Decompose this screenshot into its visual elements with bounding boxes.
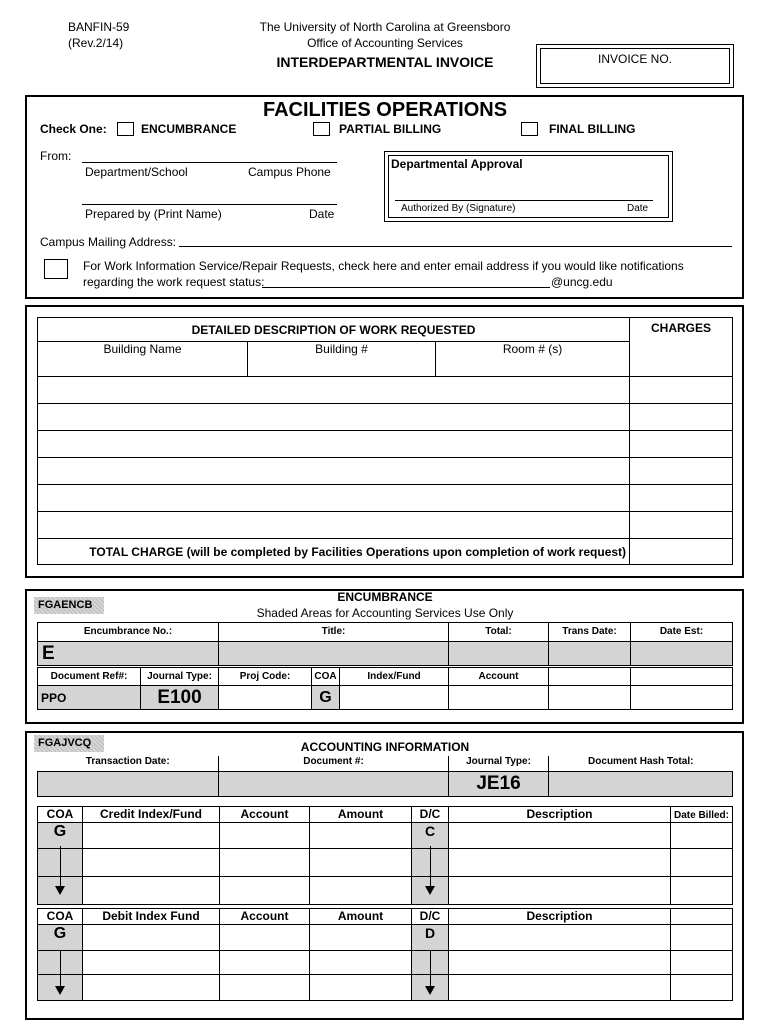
- prepared-date-label: Date: [309, 207, 335, 221]
- email-line[interactable]: [262, 287, 550, 288]
- charge-cell[interactable]: [630, 485, 733, 512]
- trans-date-header: Trans Date:: [549, 623, 631, 642]
- charge-cell[interactable]: [630, 404, 733, 431]
- debit-description-cell[interactable]: [449, 951, 671, 975]
- prepared-by-label: Prepared by (Print Name): [85, 207, 222, 221]
- fgajvcq-tag: FGAJVCQ: [34, 735, 104, 752]
- credit-account-cell[interactable]: [220, 877, 310, 905]
- work-row[interactable]: [38, 377, 630, 404]
- building-name-header: Building Name: [38, 342, 248, 377]
- credit-table: [37, 806, 733, 905]
- account-header: Account: [449, 668, 549, 686]
- department-line[interactable]: [82, 162, 337, 163]
- debit-description-header: Description: [449, 909, 671, 925]
- credit-account-cell[interactable]: [220, 823, 310, 849]
- facilities-title: FACILITIES OPERATIONS: [262, 99, 508, 121]
- charge-cell[interactable]: [630, 377, 733, 404]
- debit-coa-cell[interactable]: [38, 925, 83, 951]
- extra-cell[interactable]: [549, 686, 631, 710]
- debit-index-cell[interactable]: [83, 975, 220, 1001]
- date-est-cell[interactable]: [631, 642, 733, 666]
- credit-date-billed-cell[interactable]: [671, 877, 733, 905]
- university-name: The University of North Carolina at Greensboro: [259, 20, 511, 34]
- credit-dc-header: D/C: [412, 807, 449, 823]
- debit-dc-down-arrow-icon: [412, 950, 448, 998]
- debit-dc-header: D/C: [412, 909, 449, 925]
- debit-extra-cell[interactable]: [671, 975, 733, 1001]
- form-revision: (Rev.2/14): [68, 36, 124, 50]
- credit-description-cell[interactable]: [449, 849, 671, 877]
- credit-coa-down-arrow-icon: [38, 846, 82, 898]
- journal-type-value: E100: [157, 686, 202, 708]
- credit-index-cell[interactable]: [83, 849, 220, 877]
- credit-dc-cell[interactable]: [412, 823, 449, 849]
- partial-billing-checkbox[interactable]: [313, 122, 330, 136]
- approval-title: Departmental Approval: [391, 157, 523, 171]
- campus-phone-label: Campus Phone: [248, 165, 331, 179]
- mailing-address-label: Campus Mailing Address:: [40, 235, 177, 249]
- final-billing-checkbox[interactable]: [521, 122, 538, 136]
- credit-coa-header: COA: [38, 807, 83, 823]
- debit-coa-value: G: [53, 925, 67, 942]
- encumbrance-table-2: [37, 667, 733, 710]
- charge-cell[interactable]: [630, 431, 733, 458]
- office-name: Office of Accounting Services: [307, 36, 463, 50]
- encumbrance-title: ENCUMBRANCE: [337, 590, 433, 604]
- debit-index-cell[interactable]: [83, 951, 220, 975]
- credit-account-header: Account: [220, 807, 310, 823]
- work-row[interactable]: [38, 485, 630, 512]
- department-label: Department/School: [85, 165, 188, 179]
- credit-index-cell[interactable]: [83, 823, 220, 849]
- proj-code-header: Proj Code:: [219, 668, 312, 686]
- credit-index-cell[interactable]: [83, 877, 220, 905]
- doc-ref-header: Document Ref#:: [38, 668, 141, 686]
- document-no-header: Document #:: [219, 756, 449, 771]
- charge-cell[interactable]: [630, 512, 733, 539]
- coa-cell[interactable]: [312, 686, 340, 710]
- credit-account-cell[interactable]: [220, 849, 310, 877]
- work-row[interactable]: [38, 512, 630, 539]
- debit-index-header: Debit Index Fund: [83, 909, 220, 925]
- total-cell[interactable]: [449, 642, 549, 666]
- invoice-title: INTERDEPARTMENTAL INVOICE: [276, 54, 494, 70]
- notification-text-line2: regarding the work request status:: [83, 275, 265, 289]
- check-one-label: Check One:: [40, 122, 107, 136]
- credit-amount-header: Amount: [310, 807, 412, 823]
- credit-coa-cell[interactable]: [38, 823, 83, 849]
- debit-description-cell[interactable]: [449, 925, 671, 951]
- signature-line[interactable]: [395, 200, 653, 201]
- journal-type-cell[interactable]: [141, 686, 219, 710]
- encumbrance-checkbox[interactable]: [117, 122, 134, 136]
- work-description-header: DETAILED DESCRIPTION OF WORK REQUESTED: [191, 322, 476, 337]
- debit-table: [37, 908, 733, 1001]
- transaction-date-cell[interactable]: [38, 771, 219, 796]
- doc-ref-cell[interactable]: [38, 686, 141, 710]
- notification-text-line1: For Work Information Service/Repair Requests, check here and enter email address if you would like notifications: [83, 259, 684, 273]
- final-billing-option-label: FINAL BILLING: [549, 122, 636, 136]
- debit-coa-header: COA: [38, 909, 83, 925]
- work-row[interactable]: [38, 431, 630, 458]
- credit-description-header: Description: [449, 807, 671, 823]
- mailing-address-line[interactable]: [179, 246, 732, 247]
- credit-date-billed-cell[interactable]: [671, 849, 733, 877]
- approval-date-label: Date: [627, 203, 649, 214]
- debit-dc-cell[interactable]: [412, 925, 449, 951]
- acct-journal-type-value: JE16: [476, 772, 521, 794]
- extra-cell[interactable]: [631, 686, 733, 710]
- trans-date-cell[interactable]: [549, 642, 631, 666]
- invoice-no-label: INVOICE NO.: [597, 52, 672, 66]
- credit-description-cell[interactable]: [449, 877, 671, 905]
- departmental-approval-box: [384, 151, 673, 222]
- transaction-date-header: Transaction Date:: [38, 756, 219, 771]
- debit-account-cell[interactable]: [220, 951, 310, 975]
- work-row[interactable]: [38, 458, 630, 485]
- debit-description-cell[interactable]: [449, 975, 671, 1001]
- encumbrance-no-value: E: [42, 642, 55, 664]
- authorized-by-label: Authorized By (Signature): [401, 203, 516, 214]
- prepared-by-line[interactable]: [82, 204, 337, 205]
- debit-coa-down-arrow-icon: [38, 950, 82, 998]
- debit-account-cell[interactable]: [220, 975, 310, 1001]
- debit-account-header: Account: [220, 909, 310, 925]
- work-row[interactable]: [38, 404, 630, 431]
- work-request-table: [37, 317, 733, 565]
- total-header: Total:: [449, 623, 549, 642]
- email-domain: @uncg.edu: [551, 275, 613, 289]
- credit-index-header: Credit Index/Fund: [83, 807, 220, 823]
- from-label: From:: [40, 149, 72, 163]
- accounting-title: ACCOUNTING INFORMATION: [300, 740, 470, 754]
- accounting-header-table: [37, 756, 733, 797]
- credit-dc-down-arrow-icon: [412, 846, 448, 898]
- index-fund-cell[interactable]: [340, 686, 449, 710]
- encumbrance-no-header: Encumbrance No.:: [38, 623, 219, 642]
- encumbrance-no-cell[interactable]: [38, 642, 219, 666]
- debit-extra-cell[interactable]: [671, 951, 733, 975]
- acct-journal-type-header: Journal Type:: [449, 756, 549, 771]
- form-id: BANFIN-59: [68, 20, 130, 34]
- credit-coa-value: G: [53, 823, 67, 840]
- debit-account-cell[interactable]: [220, 925, 310, 951]
- coa-header: COA: [312, 668, 340, 686]
- partial-billing-option-label: PARTIAL BILLING: [339, 122, 442, 136]
- room-number-header: Room # (s): [436, 342, 630, 377]
- invoice-no-box[interactable]: [536, 44, 734, 88]
- date-est-header: Date Est:: [631, 623, 733, 642]
- charges-header: CHARGES: [651, 321, 712, 335]
- debit-amount-cell[interactable]: [310, 975, 412, 1001]
- debit-extra-cell[interactable]: [671, 925, 733, 951]
- debit-dc-value: D: [424, 925, 436, 941]
- document-hash-header: Document Hash Total:: [549, 756, 733, 771]
- title-cell[interactable]: [219, 642, 449, 666]
- building-number-header: Building #: [248, 342, 436, 377]
- debit-amount-cell[interactable]: [310, 925, 412, 951]
- journal-type-header: Journal Type:: [141, 668, 219, 686]
- credit-dc-value: C: [424, 823, 436, 839]
- coa-value: G: [319, 688, 332, 706]
- document-no-cell[interactable]: [219, 771, 449, 796]
- index-fund-header: Index/Fund: [340, 668, 449, 686]
- notification-checkbox[interactable]: [44, 259, 68, 279]
- charge-cell[interactable]: [630, 458, 733, 485]
- account-cell[interactable]: [449, 686, 549, 710]
- doc-ref-value: PPO: [41, 690, 67, 705]
- acct-journal-type-cell[interactable]: [449, 771, 549, 796]
- proj-code-cell[interactable]: [219, 686, 312, 710]
- credit-description-cell[interactable]: [449, 823, 671, 849]
- credit-amount-cell[interactable]: [310, 823, 412, 849]
- debit-amount-header: Amount: [310, 909, 412, 925]
- title-header: Title:: [219, 623, 449, 642]
- date-billed-header: Date Billed:: [671, 807, 733, 823]
- total-charge-label: TOTAL CHARGE (will be completed by Facilities Operations upon completion of work request): [38, 539, 630, 565]
- credit-amount-cell[interactable]: [310, 877, 412, 905]
- credit-date-billed-cell[interactable]: [671, 823, 733, 849]
- encumbrance-table-1: [37, 622, 733, 666]
- total-charge-cell[interactable]: [630, 539, 733, 565]
- debit-amount-cell[interactable]: [310, 951, 412, 975]
- credit-amount-cell[interactable]: [310, 849, 412, 877]
- encumbrance-subtitle: Shaded Areas for Accounting Services Use Only: [256, 606, 514, 620]
- fgaencb-tag: FGAENCB: [34, 597, 104, 614]
- encumbrance-option-label: ENCUMBRANCE: [141, 122, 237, 136]
- document-hash-cell[interactable]: [549, 771, 733, 796]
- debit-index-cell[interactable]: [83, 925, 220, 951]
